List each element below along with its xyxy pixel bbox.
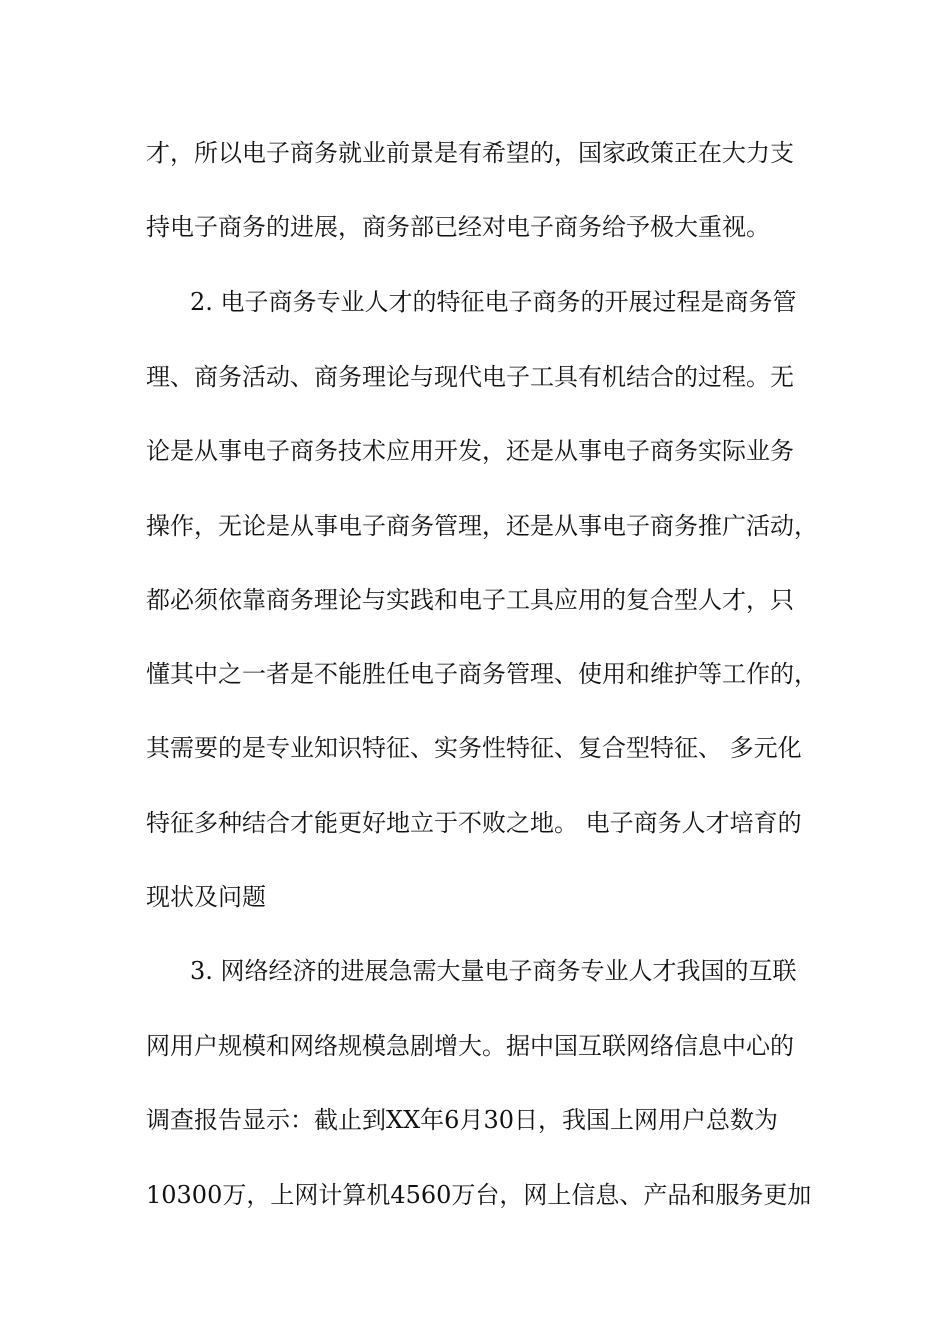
text-line: 才，所以电子商务就业前景是有希望的，国家政策正在大力支	[146, 139, 794, 167]
text-line: 特征多种结合才能更好地立于不败之地。 电子商务人才培育的	[146, 809, 802, 837]
text-line: 调查报告显示：截止到XX年6月30日，我国上网用户总数为	[146, 1106, 778, 1134]
text-line: 网用户规模和网络规模急剧增大。据中国互联网络信息中心的	[146, 1032, 794, 1060]
text-line: 持电子商务的进展，商务部已经对电子商务给予极大重视。	[146, 213, 770, 241]
text-line: 其需要的是专业知识特征、实务性特征、复合型特征、 多元化	[146, 734, 802, 762]
paragraph-start-line: 2. 电子商务专业人才的特征电子商务的开展过程是商务管	[190, 288, 797, 316]
text-line: 懂其中之一者是不能胜任电子商务管理、使用和维护等工作的，	[146, 660, 818, 688]
text-line: 现状及问题	[146, 883, 266, 911]
text-line: 都必须依靠商务理论与实践和电子工具应用的复合型人才，只	[146, 586, 794, 614]
text-line: 理、商务活动、商务理论与现代电子工具有机结合的过程。无	[146, 363, 794, 391]
text-line: 操作，无论是从事电子商务管理，还是从事电子商务推广活动，	[146, 512, 818, 540]
text-line: 论是从事电子商务技术应用开发，还是从事电子商务实际业务	[146, 437, 794, 465]
text-line: 10300万，上网计算机4560万台，网上信息、产品和服务更加	[146, 1181, 812, 1209]
paragraph-start-line: 3. 网络经济的进展急需大量电子商务专业人才我国的互联	[190, 957, 797, 985]
